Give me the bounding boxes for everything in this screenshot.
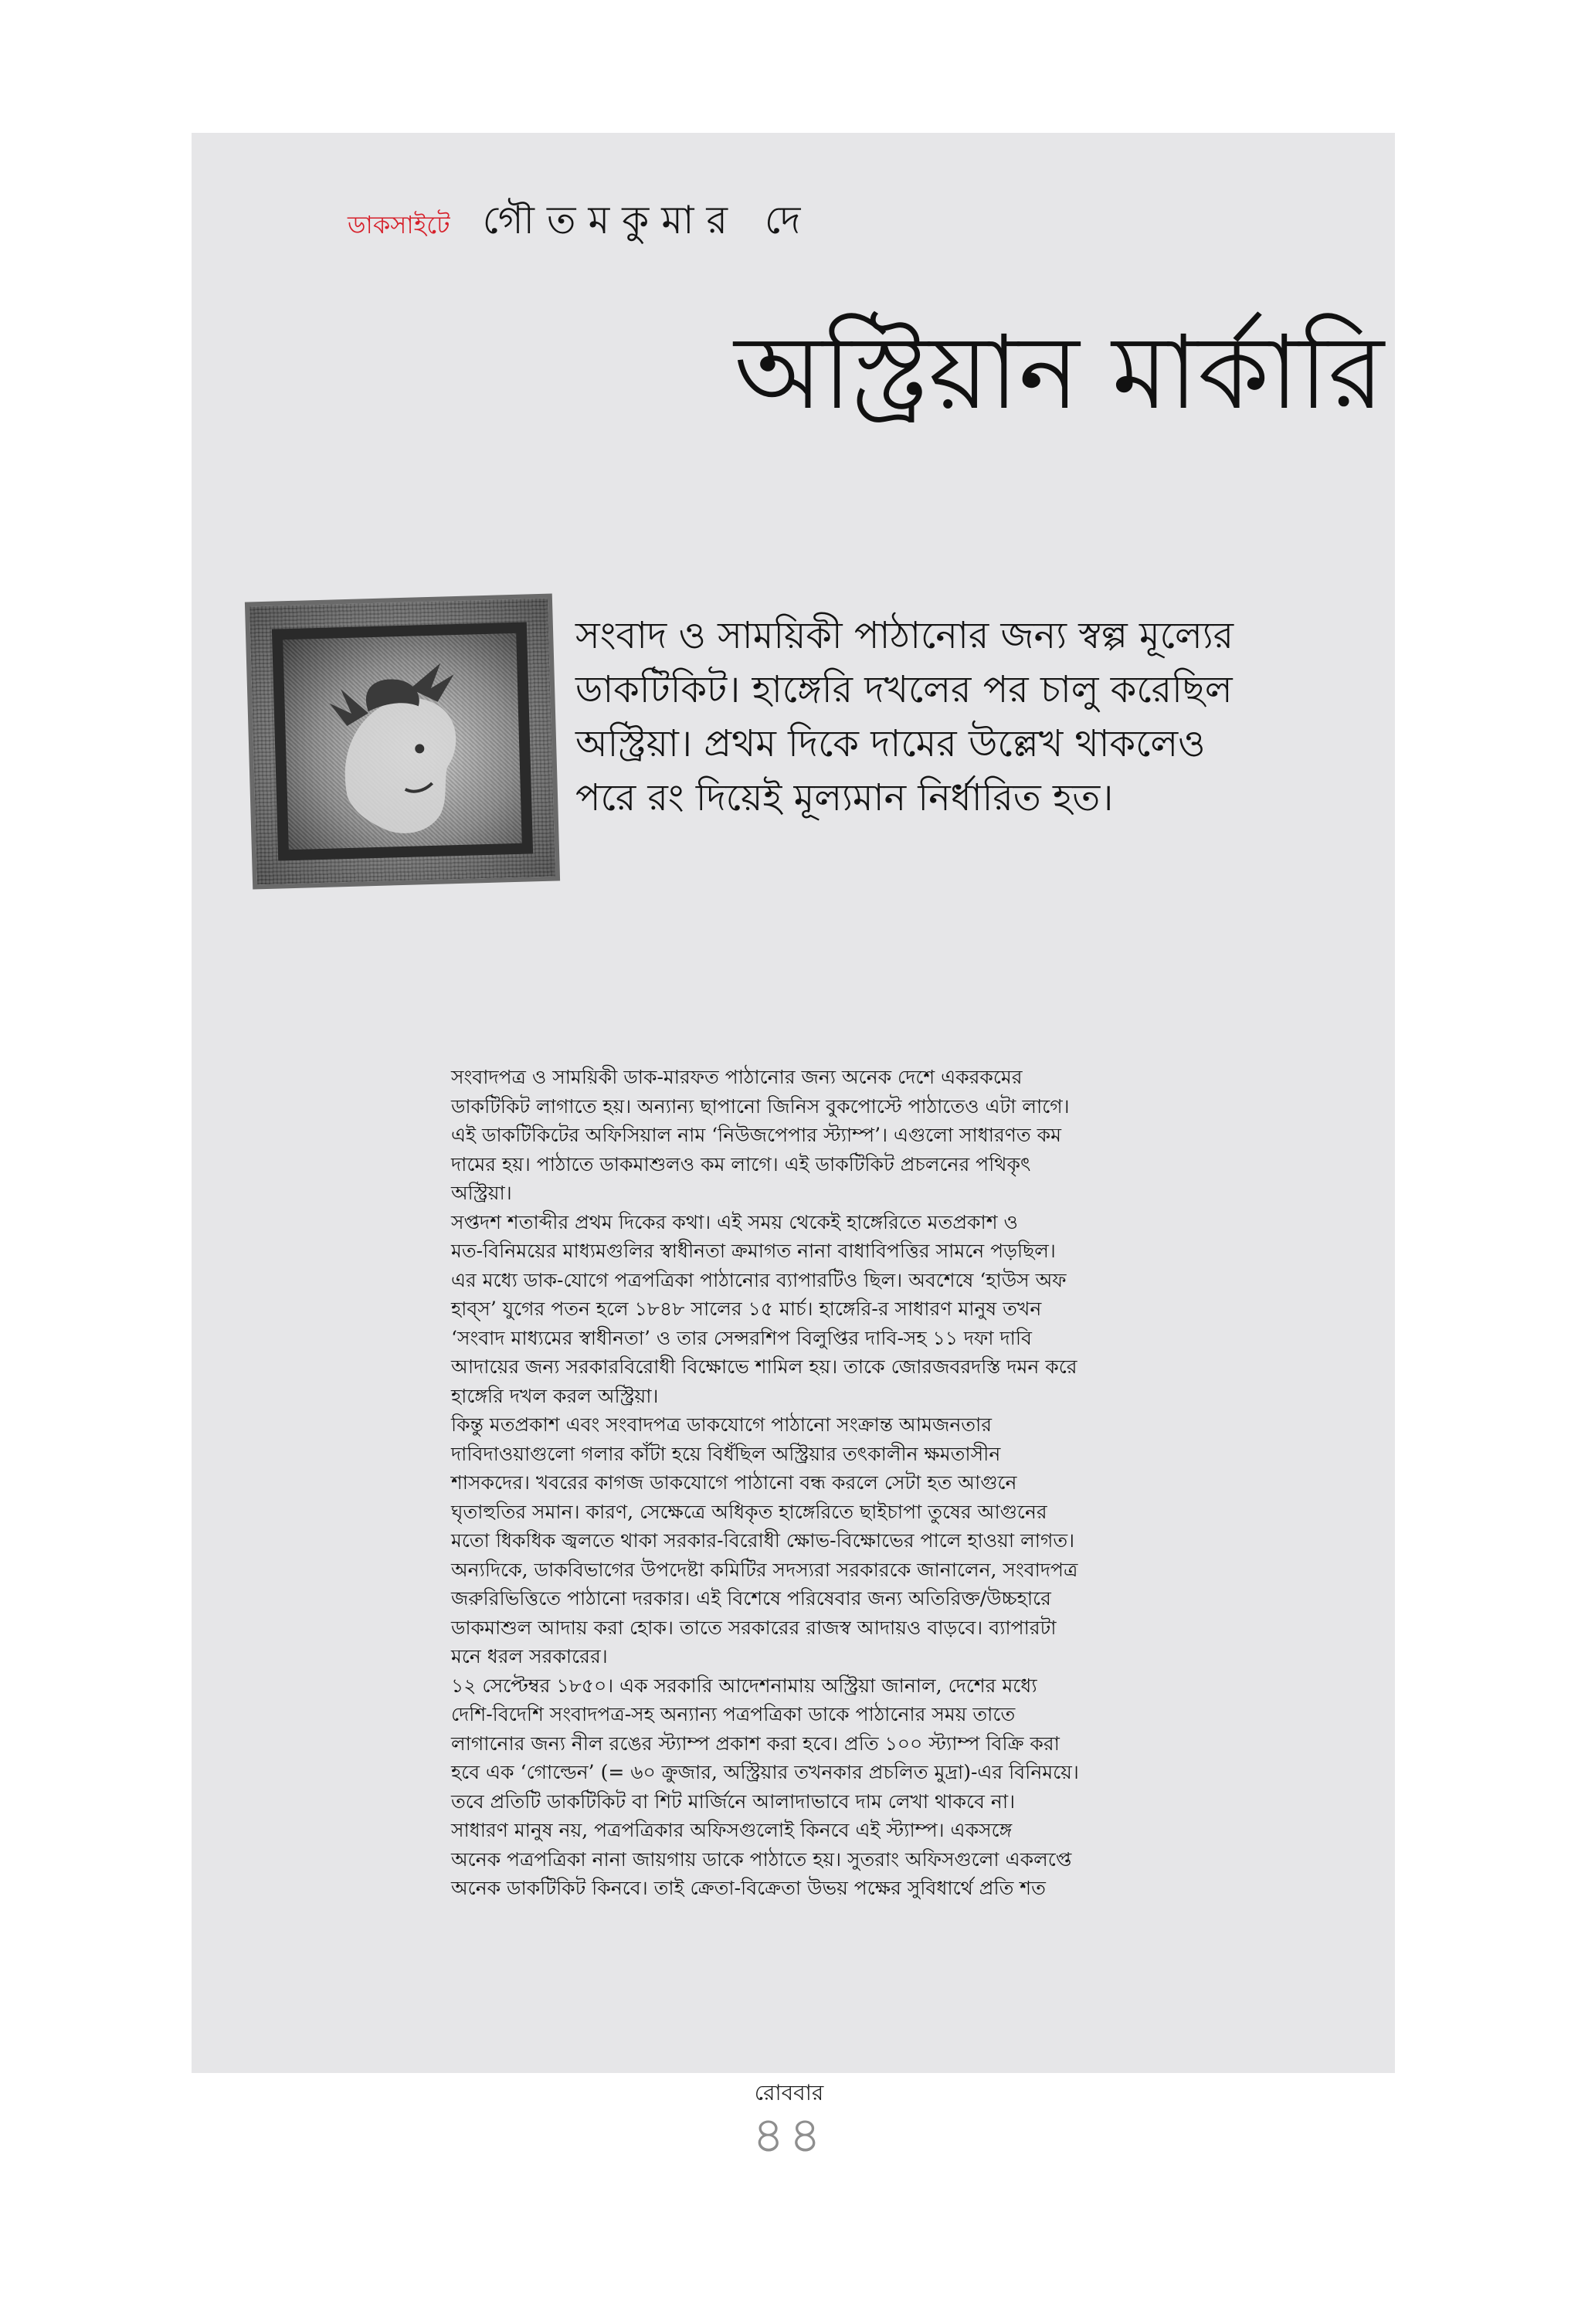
body-line: সাধারণ মানুষ নয়, পত্রপত্রিকার অফিসগুলোই কিনবে এই স্ট্যাম্প। একসঙ্গে [451, 1819, 1013, 1841]
body-line: এর মধ্যে ডাক-যোগে পত্রপত্রিকা পাঠানোর ব্যাপারটিও ছিল। অবশেষে ‘হাউস অফ [451, 1268, 1067, 1291]
deck-line: অস্ট্রিয়া। প্রথম দিকে দামের উল্লেখ থাকলেও [575, 722, 1206, 765]
body-line: হাব্স’ যুগের পতন হলে ১৮৪৮ সালের ১৫ মার্চ। হাঙ্গেরি-র সাধারণ মানুষ তখন [451, 1298, 1042, 1320]
body-line: আদায়ের জন্য সরকারবিরোধী বিক্ষোভে শামিল হয়। তাকে জোরজবরদস্তি দমন করে [451, 1355, 1077, 1378]
body-line: মনে ধরল সরকারের। [451, 1645, 608, 1668]
body-line: ঘৃতাহুতির সমান। কারণ, সেক্ষেত্রে অধিকৃত হাঙ্গেরিতে ছাইচাপা তুষের আগুনের [451, 1500, 1047, 1523]
body-line: তবে প্রতিটি ডাকটিকিট বা শিট মার্জিনে আলাদাভাবে দাম লেখা থাকবে না। [451, 1790, 1016, 1813]
deck-line: পরে রং দিয়েই মূল্যমান নির্ধারিত হত। [575, 776, 1114, 819]
body-line: জরুরিভিত্তিতে পাঠানো দরকার। এই বিশেষে পরিষেবার জন্য অতিরিক্ত/উচ্চহারে [451, 1587, 1051, 1610]
body-line: ১২ সেপ্টেম্বর ১৮৫০। এক সরকারি আদেশনামায় অস্ট্রিয়া জানাল, দেশের মধ্যে [451, 1674, 1037, 1697]
body-line: অস্ট্রিয়া। [451, 1182, 512, 1204]
body-line: হাঙ্গেরি দখল করল অস্ট্রিয়া। [451, 1384, 659, 1407]
body-line: হবে এক ‘গোল্ডেন’ (= ৬০ ক্রুজার, অস্ট্রিয়ার তখনকার প্রচলিত মুদ্রা)-এর বিনিময়ে। [451, 1761, 1079, 1783]
body-line: সপ্তদশ শতাব্দীর প্রথম দিকের কথা। এই সময় থেকেই হাঙ্গেরিতে মতপ্রকাশ ও [451, 1210, 1018, 1233]
body-line: দেশি-বিদেশি সংবাদপত্র-সহ অন্যান্য পত্রপত্রিকা ডাকে পাঠানোর সময় তাতে [451, 1703, 1016, 1725]
body-line: ‘সংবাদ মাধ্যমের স্বাধীনতা’ ও তার সেন্সরশিপ বিলুপ্তির দাবি-সহ ১১ দফা দাবি [451, 1326, 1032, 1349]
article-deck [575, 609, 1379, 825]
body-line: দামের হয়। পাঠাতে ডাকমাশুলও কম লাগে। এই ডাকটিকিট প্রচলনের পথিকৃৎ [451, 1152, 1031, 1176]
body-line: কিন্তু মতপ্রকাশ এবং সংবাদপত্র ডাকযোগে পাঠানো সংক্রান্ত আমজনতার [451, 1413, 993, 1436]
article-body [451, 1063, 1223, 1903]
body-line: মত-বিনিময়ের মাধ্যমগুলির স্বাধীনতা ক্রমাগত নানা বাধাবিপত্তির সামনে পড়ছিল। [451, 1240, 1056, 1262]
body-line: ডাকটিকিট লাগাতে হয়। অন্যান্য ছাপানো জিনিস বুকপোস্টে পাঠাতেও এটা লাগে। [451, 1094, 1070, 1118]
body-line: লাগানোর জন্য নীল রঙের স্ট্যাম্প প্রকাশ করা হবে। প্রতি ১০০ স্ট্যাম্প বিক্রি করা [451, 1732, 1060, 1755]
body-line: অনেক ডাকটিকিট কিনবে। তাই ক্রেতা-বিক্রেতা উভয় পক্ষের সুবিধার্থে প্রতি শত [451, 1877, 1046, 1899]
publication-name: রোববার [754, 2080, 824, 2105]
austrian-mercury-stamp-image [245, 594, 560, 890]
deck-line: সংবাদ ও সাময়িকী পাঠানোর জন্য স্বল্প মূল্যের [575, 614, 1234, 657]
body-line: দাবিদাওয়াগুলো গলার কাঁটা হয়ে বিধঁছিল অস্ট্রিয়ার তৎকালীন ক্ষমতাসীন [451, 1442, 1001, 1465]
author-name: গৌতমকুমার দে [482, 198, 813, 243]
body-line: অনেক পত্রপত্রিকা নানা জায়গায় ডাকে পাঠাতে হয়। সুতরাং অফিসগুলো একলপ্তে [451, 1847, 1072, 1871]
mercury-head-icon [249, 599, 555, 885]
body-line: ডাকমাশুল আদায় করা হোক। তাতে সরকারের রাজস্ব আদায়ও বাড়বে। ব্যাপারটা [451, 1616, 1057, 1639]
body-line: শাসকদের। খবরের কাগজ ডাকযোগে পাঠানো বন্ধ করলে সেটা হত আগুনে [451, 1471, 1017, 1494]
body-line: সংবাদপত্র ও সাময়িকী ডাক-মারফত পাঠানোর জন্য অনেক দেশে একরকমের [451, 1066, 1023, 1088]
body-line: মতো ধিকধিক জ্বলতে থাকা সরকার-বিরোধী ক্ষোভ-বিক্ষোভের পালে হাওয়া লাগত। [451, 1529, 1075, 1552]
article-title: অস্ট্রিয়ান মার্কারি [734, 314, 1384, 433]
byline [348, 192, 813, 246]
deck-line: ডাকটিকিট। হাঙ্গেরি দখলের পর চালু করেছিল [575, 668, 1233, 711]
page-number: ৪৪ [752, 2107, 826, 2164]
body-line: অন্যদিকে, ডাকবিভাগের উপদেষ্টা কমিটির সদস্যরা সরকারকে জানালেন, সংবাদপত্র [451, 1558, 1078, 1581]
body-line: এই ডাকটিকিটের অফিসিয়াল নাম ‘নিউজপেপার স্ট্যাম্প’। এগুলো সাধারণত কম [451, 1124, 1062, 1146]
section-tag: ডাকসাইটে [348, 210, 450, 239]
